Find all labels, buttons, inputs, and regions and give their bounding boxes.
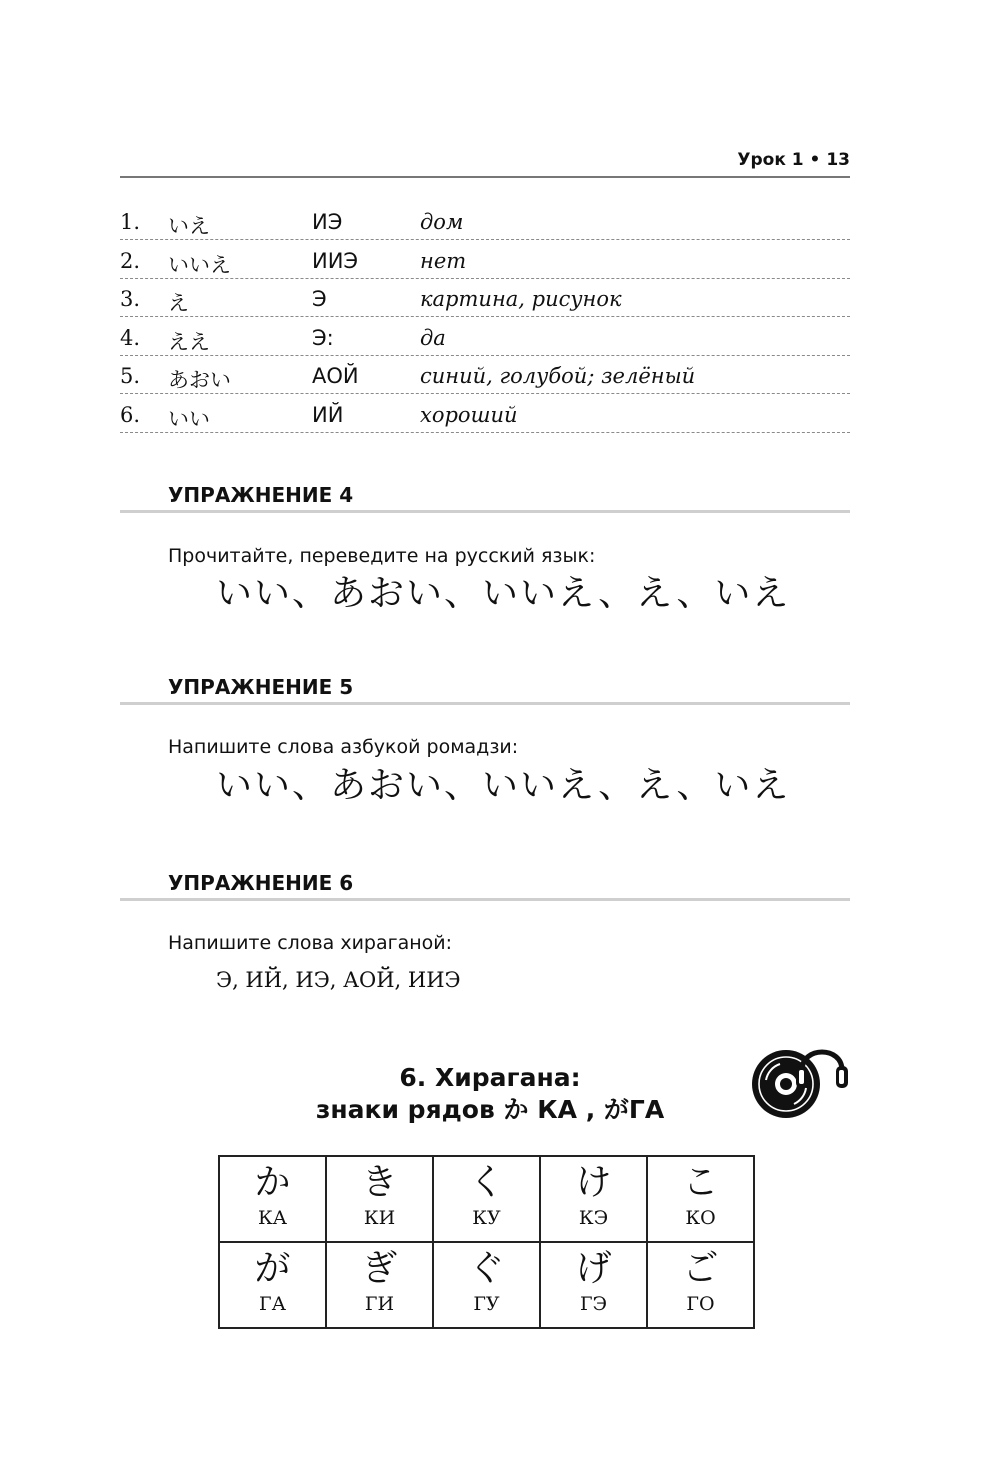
kana-cell <box>540 1242 647 1328</box>
vocab-kana: え <box>168 291 189 315</box>
kana-table <box>218 1155 755 1329</box>
kana-glyph: げ <box>575 1248 612 1289</box>
vocab-kana: あおい <box>168 368 231 392</box>
kana-reading: ГА <box>259 1293 286 1315</box>
kana-reading: ГУ <box>473 1293 500 1315</box>
exercise-5-content: いい、あおい、いいえ、え、いえ <box>216 765 791 806</box>
vocab-number: 4. <box>120 325 141 350</box>
vocab-translation: картина, рисунок <box>420 287 622 311</box>
vocab-number: 3. <box>120 287 141 311</box>
exercise-6-content: Э, ИЙ, ИЭ, АОЙ, ИИЭ <box>216 968 461 992</box>
exercise-5-instruction: Напишите слова азбукой ромадзи: <box>168 736 519 758</box>
vocab-row <box>120 319 850 356</box>
kana-cell <box>219 1242 326 1328</box>
vocab-row <box>120 396 850 433</box>
vocabulary-list <box>120 203 850 433</box>
vocab-translation: да <box>420 325 446 350</box>
vocab-translation: дом <box>420 210 464 234</box>
kana-cell <box>326 1242 433 1328</box>
vocab-row <box>120 280 850 317</box>
kana-reading: ГО <box>686 1293 715 1315</box>
vocab-row <box>120 357 850 394</box>
section-title-line2: знаки рядов か КА , がГА <box>315 1095 665 1124</box>
kana-cell <box>433 1242 540 1328</box>
kana-glyph: く <box>468 1162 505 1203</box>
kana-reading: КЭ <box>578 1207 609 1229</box>
vocab-transcription: ИЙ <box>312 402 344 427</box>
vocab-kana: いいえ <box>168 252 231 277</box>
kana-cell <box>326 1156 433 1242</box>
kana-glyph: き <box>361 1162 398 1203</box>
exercise-4-content: いい、あおい、いいえ、え、いえ <box>216 573 791 614</box>
kana-cell <box>540 1156 647 1242</box>
vocab-kana: いえ <box>168 214 210 238</box>
kana-row-ga <box>219 1242 754 1328</box>
exercise-4-instruction: Прочитайте, переведите на русский язык: <box>168 545 596 567</box>
vocab-transcription: АОЙ <box>312 364 359 388</box>
kana-reading: КУ <box>472 1207 501 1229</box>
running-head: Урок 1 • 13 <box>120 150 850 178</box>
exercise-4-title: УПРАЖНЕНИЕ 4 <box>120 483 850 513</box>
kana-glyph: ぎ <box>361 1248 398 1289</box>
vocab-transcription: Э <box>312 287 327 311</box>
vocab-transcription: Э: <box>312 325 334 350</box>
kana-glyph: か <box>254 1162 291 1203</box>
kana-cell <box>647 1156 754 1242</box>
kana-glyph: が <box>254 1248 291 1289</box>
exercise-5-title: УПРАЖНЕНИЕ 5 <box>120 675 850 705</box>
vocab-number: 6. <box>120 402 141 427</box>
kana-reading: КО <box>685 1207 716 1229</box>
kana-glyph: ぐ <box>468 1248 505 1289</box>
kana-glyph: け <box>575 1162 612 1203</box>
vocab-row <box>120 203 850 240</box>
vocab-transcription: ИИЭ <box>312 248 359 273</box>
kana-row-ka <box>219 1156 754 1242</box>
vocab-transcription: ИЭ <box>312 210 343 234</box>
kana-reading: ГИ <box>364 1293 395 1315</box>
kana-cell <box>647 1242 754 1328</box>
vocab-number: 1. <box>120 210 141 234</box>
vocab-row <box>120 242 850 279</box>
kana-cell <box>433 1156 540 1242</box>
kana-cell <box>219 1156 326 1242</box>
kana-glyph: ご <box>682 1248 719 1289</box>
exercise-6-title: УПРАЖНЕНИЕ 6 <box>120 871 850 901</box>
kana-reading: ГЭ <box>579 1293 608 1315</box>
section-title <box>280 1062 700 1126</box>
kana-reading: КА <box>257 1207 288 1229</box>
vocab-number: 2. <box>120 248 141 273</box>
kana-reading: КИ <box>363 1207 396 1229</box>
kana-glyph: こ <box>682 1162 719 1203</box>
vocab-kana: いい <box>168 406 210 431</box>
audio-disc-headphones-icon <box>750 1040 850 1120</box>
vocab-translation: хороший <box>420 402 518 427</box>
vocab-kana: ええ <box>168 329 210 354</box>
section-title-line1: 6. Хирагана: <box>399 1063 581 1092</box>
vocab-translation: нет <box>420 248 467 273</box>
vocab-translation: синий, голубой; зелёный <box>420 364 696 388</box>
vocab-number: 5. <box>120 364 141 388</box>
exercise-6-instruction: Напишите слова хираганой: <box>168 932 453 954</box>
